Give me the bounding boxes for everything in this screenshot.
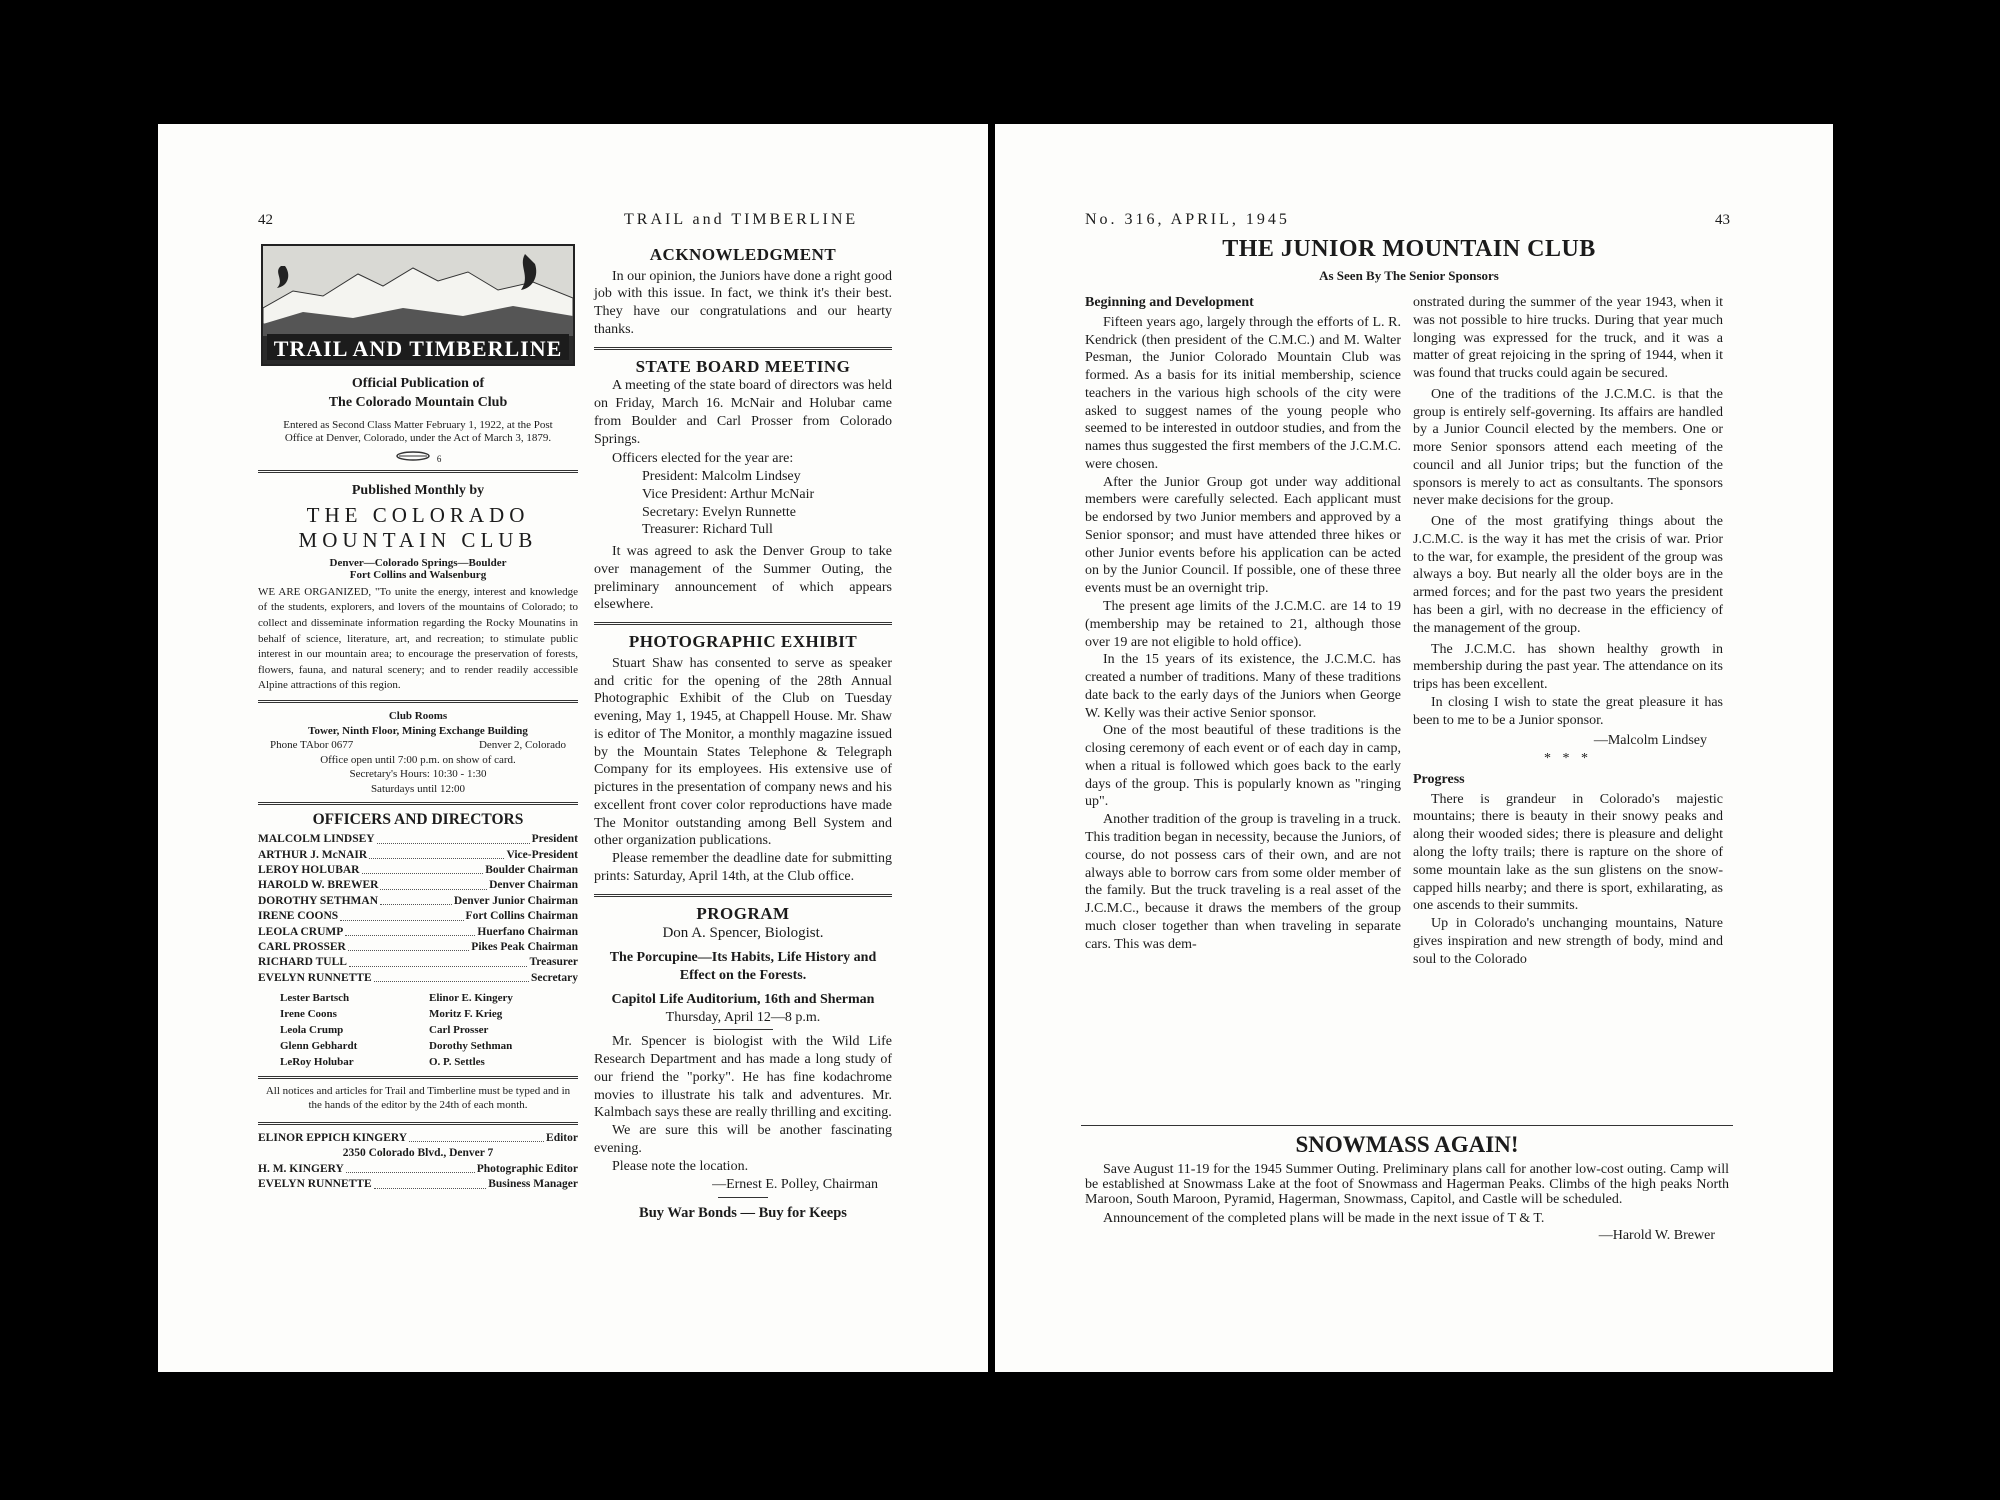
article-paragraph: In closing I wish to state the great pleasure it has been to me to be a Junior sponsor. [1413,694,1723,728]
divider [258,802,578,805]
snowmass-paragraph: Save August 11-19 for the 1945 Summer Outing. Preliminary plans call for another low-cost outing. Camp will be established at Snowmass Lake at the foot of Snowmass and Hagerman Peaks. Climbs of the high peaks North Maroon, South Maroon, Pyramid, Hagerman, Snowmass, Capitol, and Castle will be scheduled. [1085,1162,1729,1208]
submission-notice: All notices and articles for Trail and Timberline must be typed and in the hands of the editor by the 24th of each month. [265,1085,571,1111]
article-subtitle: As Seen By The Senior Sponsors [1319,268,1499,283]
program-signature: —Ernest E. Polley, Chairman [712,1176,878,1192]
program-p3: Please note the location. [612,1158,749,1174]
officer-row: DOROTHY SETHMAN Denver Junior Chairman [258,894,578,907]
elected-officer: Secretary: Evelyn Runnette [642,504,796,520]
club-rooms-phone: Phone TAbor 0677 [270,739,354,752]
state-board-heading: STATE BOARD MEETING [635,356,851,376]
editor-row: H. M. KINGERY Photographic Editor [258,1162,578,1175]
divider [258,1076,578,1079]
program-p1: Mr. Spencer is biologist with the Wild Life Research Department and has made a long study of our friend the "porky". He has fine kodachrome movies to illustrate his talk and adventures. Mr. Kalmbach says these are really thrilling and exciting. [594,1034,892,1121]
program-speaker: Don A. Spencer, Biologist. [662,925,824,942]
running-head: No. 316, APRIL, 1945 [1085,211,1290,228]
section-heading: Beginning and Development [1085,295,1254,310]
director: Elinor E. Kingery [429,992,513,1005]
director: Carl Prosser [429,1024,489,1037]
officer-row: IRENE COONS Fort Collins Chairman [258,910,578,923]
article-paragraph: One of the most beautiful of these traditions is the closing ceremony of each event or of each day in camp, when a ritual is followed which goes back to the early days of the group. This is popularly known as "ringing up". [1085,723,1401,810]
officer-row: LEROY HOLUBAR Boulder Chairman [258,863,578,876]
article-paragraph: In the 15 years of its existence, the J.C.M.C. has created a number of traditions. Many of these traditions date back to the early days of the Juniors when George W. Kelly was their active Senior sponsor. [1085,652,1401,721]
page-number: 42 [258,212,273,228]
divider [594,347,892,350]
second-class-notice: Entered as Second Class Matter February 1, 1922, at the Post Office at Denver, Colorado, under the Act of March 3, 1879. [283,419,553,445]
director: Leola Crump [280,1024,344,1037]
article-paragraph: One of the most gratifying things about the J.C.M.C. is the way it has met the crisis of war. Prior to the war, for example, the president of the group was always a boy. But nearly all the older boys are in the armed forces; and for the past two years the president has been a girl, with no decrease in the efficiency of the management of the group. [1413,514,1723,636]
state-board-p2: Officers elected for the year are: [612,451,794,467]
program-title: The Porcupine—Its Habits, Life History and Effect on the Forests. [609,950,877,984]
article-paragraph: One of the traditions of the J.C.M.C. is that the group is entirely self-governing. Its affairs are handled by a Junior Council elected by the members. One or more Senior sponsors attend each meeting of the council and all Junior trips; but the function of the sponsors is merely to act as consultants. The sponsors never make decisions for the group. [1413,386,1723,509]
club-name-large-1: THE COLORADO [306,502,530,527]
director: Lester Bartsch [280,992,350,1005]
director: Irene Coons [280,1008,337,1021]
published-heading: Published Monthly by [351,482,485,498]
progress-paragraph: There is grandeur in Colorado's majestic mountains; there is beauty in their snowy peaks and along their wooded sides; there is pleasure and delight along the lofty trails; there is rapture on the shore of some mountain lake as the sun glistens on the snow-capped hills nearby; and there is sport, exhilarating, as one ascends to their summits. [1413,791,1723,914]
article-paragraph: onstrated during the summer of the year 1943, when it was not possible to hire trucks. During that year much longing was expressed for the truck, and it was a matter of great rejoicing in the spring of 1944, when it was found that trucks could again be secured. [1413,295,1723,382]
elected-officer: Vice President: Arthur McNair [642,486,815,502]
official-publication-line: Official Publication of [351,376,485,391]
article-paragraph: After the Junior Group got under way additional members were carefully selected. Each applicant must be endorsed by two Junior members and approved by a Senior sponsor; and must have attended three hikes or other Junior events before his application can be acted on by the Junior Council. If possible, one of these three events must be an overnight trip. [1085,474,1401,597]
page-number: 43 [1715,212,1730,228]
photo-exhibit-heading: PHOTOGRAPHIC EXHIBIT [628,632,858,652]
photo-exhibit-p1: Stuart Shaw has consented to serve as speaker and critic for the opening of the 28th Annual Photographic Exhibit of the Club on Tuesday evening, May 1, 1945, at Chappell House. Mr. Shaw is editor of The Monitor, a monthly magazine issued by the Mountain States Telephone & Telegraph Company for its employees. His extensive use of pictures in the presentation of company news and his excellent front cover color reproductions have made The Monitor outstanding among Bell System and other organization publications. [594,655,892,849]
article-title: THE JUNIOR MOUNTAIN CLUB [1222,236,1596,262]
officer-row: EVELYN RUNNETTE Secretary [258,971,578,984]
cities-line-2: Fort Collins and Walsenburg [349,568,487,581]
masthead-column [258,244,578,1193]
section-separator: * * * [1544,751,1592,767]
acknowledgment-heading: ACKNOWLEDGMENT [649,245,837,264]
saturday-hours: Saturdays until 12:00 [370,782,466,795]
club-rooms-city: Denver 2, Colorado [478,739,566,752]
editor-row: EVELYN RUNNETTE Business Manager [258,1178,578,1191]
officer-row: MALCOLM LINDSEY President [258,833,578,846]
progress-paragraph: Up in Colorado's unchanging mountains, Nature gives inspiration and new strength of body, mind and soul to the Colorado [1413,916,1723,967]
club-rooms-phone-row [258,738,578,753]
director: Dorothy Sethman [429,1040,513,1053]
organized-statement: WE ARE ORGANIZED, "To unite the energy, interest and knowledge of the students, explorers, and lovers of the mountains of Colorado; to collect and disseminate information regarding the Rocky Mounatins in behalf of science, literature, art, and recreation; to stimulate public interest in our mountain area; to encourage the preservation of forests, flowers, fauna, and natural scenery; and to render readily accessible Alpine attractions of this region. [258,585,578,692]
union-label-icon [395,450,435,462]
left-page [158,124,988,1372]
program-time: Thursday, April 12—8 p.m. [665,1009,821,1025]
cities-line-1: Denver—Colorado Springs—Boulder [329,556,507,569]
snowmass-paragraph: Announcement of the completed plans will be made in the next issue of T & T. [1103,1211,1545,1227]
officer-row: CARL PROSSER Pikes Peak Chairman [258,941,578,954]
divider [258,700,578,703]
officer-row: LEOLA CRUMP Huerfano Chairman [258,925,578,938]
progress-heading: Progress [1413,771,1465,787]
masthead-logo [261,244,575,366]
divider [713,1029,773,1030]
photo-exhibit-p2: Please remember the deadline date for submitting prints: Saturday, April 14th, at the Club office. [594,851,892,884]
club-name-line: The Colorado Mountain Club [328,395,508,410]
war-bonds-slogan: Buy War Bonds — Buy for Keeps [639,1205,847,1222]
secretary-hours: Secretary's Hours: 10:30 - 1:30 [349,768,487,781]
officer-row: HAROLD W. BREWER Denver Chairman [258,879,578,892]
state-board-p1: A meeting of the state board of directors was held on Friday, March 16. McNair and Holubar came from Boulder and Carl Prosser from Colorado Springs. [594,378,892,447]
divider [1081,1125,1733,1126]
club-rooms-address: Tower, Ninth Floor, Mining Exchange Building [308,724,528,737]
program-heading: PROGRAM [696,903,790,923]
program-place: Capitol Life Auditorium, 16th and Sherman [611,991,875,1007]
acknowledgment-text: In our opinion, the Juniors have done a right good job with this issue. In fact, we think it's their best. They have our congratulations and our hearty thanks. [594,268,892,337]
right-page [995,124,1833,1372]
divider [594,894,892,897]
union-mark [258,450,578,464]
director: LeRoy Holubar [280,1056,354,1069]
article-paragraph: The J.C.M.C. has shown healthy growth in membership during the past year. The attendance on its trips has been excellent. [1413,641,1723,693]
directors-list [258,990,578,1070]
state-board-p3: It was agreed to ask the Denver Group to take over management of the Summer Outing, the preliminary announcement of which appears elsewhere. [594,544,892,613]
article-paragraph: Another tradition of the group is traveling in a truck. This tradition began in necessity, because the Juniors, of course, do not possess cars of their own, and are not always able to borrow cars from some older member of the family. But the truck traveling is a real asset of the J.C.M.C., because it draws the members of the group much closer together than when traveling in separate cars. This was dem- [1085,812,1401,952]
snowmass-heading: SNOWMASS AGAIN! [1295,1132,1519,1157]
running-head: TRAIL and TIMBERLINE [624,211,859,228]
divider [258,470,578,473]
club-name-large-2: MOUNTAIN CLUB [298,527,538,552]
officers-list [258,832,578,986]
editor-row: ELINOR EPPICH KINGERY Editor [258,1132,578,1145]
article-paragraph: Fifteen years ago, largely through the efforts of L. R. Kendrick (then president of the C.M.C.) and M. Walter Pesman, the Junior Colorado Mountain Club was formed. As a basis for its initial membership, science teachers in the various high schools of the city were asked to suggest names of the young people who seemed to be interested in outdoor studies, and from the names thus suggested the first members of the J.C.M.C. were chosen. [1085,314,1401,472]
editor-address: 2350 Colorado Blvd., Denver 7 [342,1147,494,1160]
office-hours: Office open until 7:00 p.m. on show of card. [320,753,516,766]
elected-officer: Treasurer: Richard Tull [642,522,773,538]
union-number: 6 [436,453,442,464]
divider [594,622,892,625]
club-rooms [258,709,578,796]
divider [718,1197,768,1198]
club-rooms-heading: Club Rooms [388,710,448,723]
editors-list [258,1131,578,1193]
article-column-1 [1085,294,1401,953]
director: O. P. Settles [429,1056,485,1069]
masthead-logo-text: TRAIL AND TIMBERLINE [273,336,563,361]
officer-row: RICHARD TULL Treasurer [258,956,578,969]
officers-heading: OFFICERS AND DIRECTORS [312,811,524,829]
officer-row: ARTHUR J. McNAIR Vice-President [258,848,578,861]
article-signature: —Malcolm Lindsey [1593,733,1707,749]
article-column-2 [1413,294,1723,968]
divider [258,1122,578,1125]
snowmass-box [1081,1120,1733,1244]
elected-officers [594,468,892,539]
director: Glenn Gebhardt [280,1040,358,1053]
snowmass-signature: —Harold W. Brewer [1598,1228,1715,1244]
article-paragraph: The present age limits of the J.C.M.C. are 14 to 19 (membership may be retained to 21, although those over 19 are not eligible to hold office). [1085,599,1401,650]
news-column [594,244,892,1223]
director: Moritz F. Krieg [429,1008,503,1021]
program-p2: We are sure this will be another fascinating evening. [594,1123,892,1156]
elected-officer: President: Malcolm Lindsey [642,469,801,485]
